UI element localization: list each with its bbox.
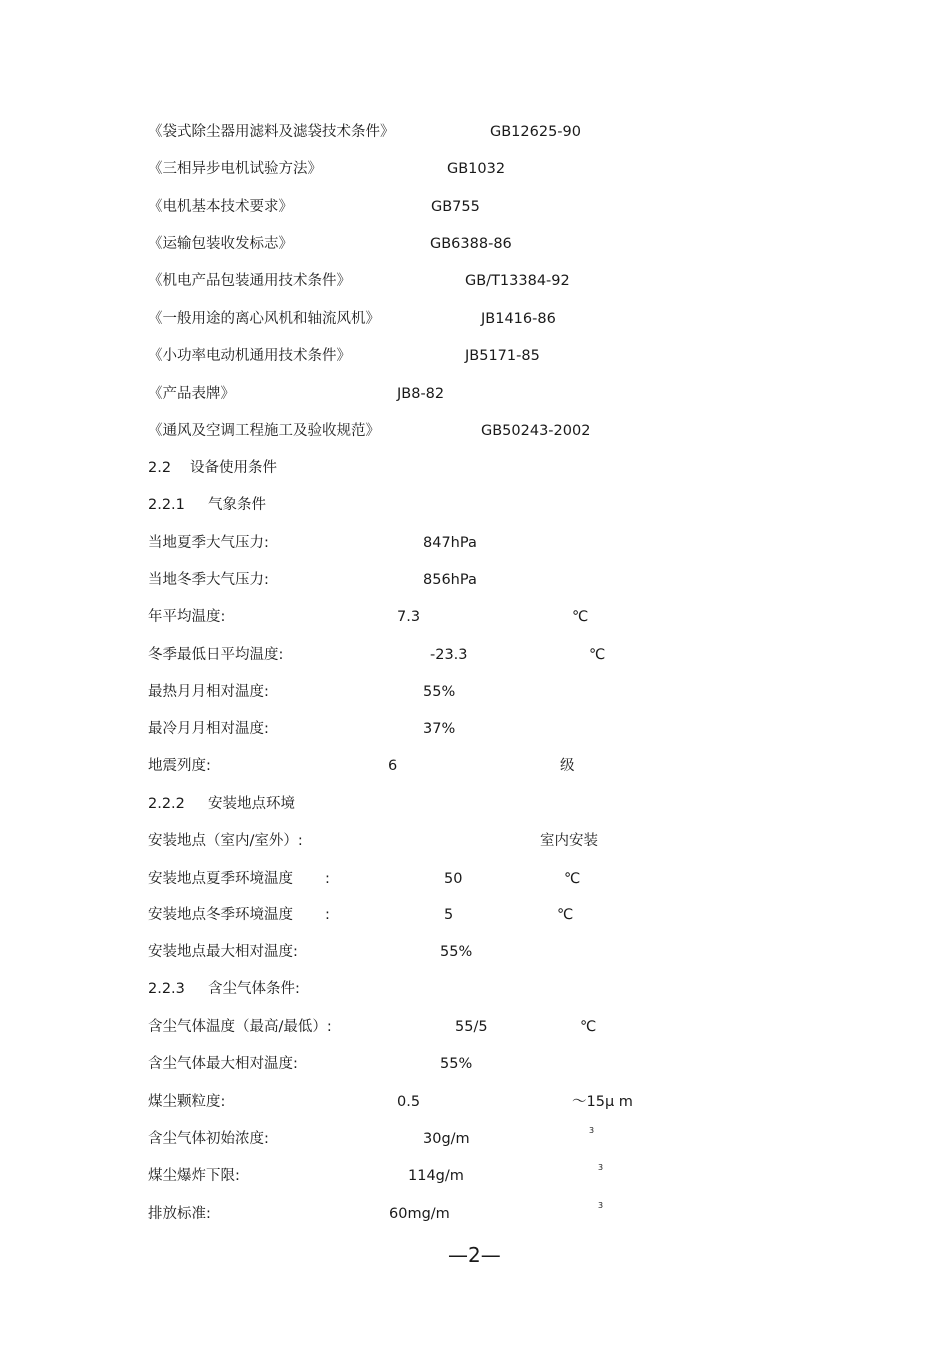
condition-label: 安装地点最大相对温度: <box>148 944 298 960</box>
condition-value: 50 <box>444 871 463 887</box>
condition-row <box>0 1054 950 1078</box>
standard-row <box>0 384 950 408</box>
standard-title: 《机电产品包装通用技术条件》 <box>148 273 351 289</box>
condition-colon: : <box>325 871 330 887</box>
condition-label: 含尘气体最大相对温度: <box>148 1056 298 1072</box>
standard-code: GB755 <box>431 199 480 215</box>
condition-row <box>0 1092 950 1116</box>
standard-row <box>0 122 950 146</box>
standard-row <box>0 159 950 183</box>
condition-row <box>0 1163 950 1190</box>
standard-title: 《三相异步电机试验方法》 <box>148 161 322 177</box>
condition-value: 55/5 <box>455 1019 488 1035</box>
condition-unit: ℃ <box>589 647 606 663</box>
superscript-exponent: 3 <box>589 1126 595 1135</box>
standard-row <box>0 421 950 445</box>
condition-value: 5 <box>444 907 454 923</box>
condition-value: -23.3 <box>430 647 468 663</box>
condition-value: 55% <box>440 1056 473 1072</box>
condition-label: 冬季最低日平均温度: <box>148 647 284 663</box>
condition-value: 114g/m <box>408 1168 464 1184</box>
condition-value: 30g/m <box>423 1131 470 1147</box>
standard-title: 《通风及空调工程施工及验收规范》 <box>148 423 380 439</box>
condition-row <box>0 942 950 966</box>
condition-label: 安装地点冬季环境温度 <box>148 907 293 923</box>
standard-code: GB/T13384-92 <box>465 273 570 289</box>
standard-code: GB50243-2002 <box>481 423 591 439</box>
page-number: —2— <box>448 1243 501 1267</box>
condition-row <box>0 1017 950 1041</box>
standard-title: 《袋式除尘器用滤料及滤袋技术条件》 <box>148 124 395 140</box>
standard-title: 《产品表牌》 <box>148 386 235 402</box>
section-title: 含尘气体条件: <box>208 981 300 997</box>
standard-code: JB5171-85 <box>465 348 540 364</box>
condition-label: 最热月月相对温度: <box>148 684 269 700</box>
condition-row <box>0 645 950 669</box>
condition-label: 年平均温度: <box>148 609 226 625</box>
section-heading <box>0 458 950 482</box>
condition-value: 6 <box>388 758 398 774</box>
section-number: 2.2 <box>148 460 172 476</box>
condition-label: 安装地点（室内/室外）: <box>148 833 303 849</box>
standard-title: 《电机基本技术要求》 <box>148 199 293 215</box>
condition-value: 55% <box>423 684 456 700</box>
condition-row <box>0 533 950 557</box>
standard-code: GB1032 <box>447 161 506 177</box>
condition-label: 煤尘爆炸下限: <box>148 1168 240 1184</box>
standard-title: 《小功率电动机通用技术条件》 <box>148 348 351 364</box>
condition-row <box>0 831 950 855</box>
standard-row <box>0 346 950 370</box>
condition-label: 安装地点夏季环境温度 <box>148 871 293 887</box>
subsection-heading <box>0 495 950 519</box>
condition-label: 含尘气体初始浓度: <box>148 1131 269 1147</box>
condition-row <box>0 869 950 893</box>
standard-code: JB8-82 <box>397 386 445 402</box>
condition-value: 856hPa <box>423 572 477 588</box>
condition-row <box>0 682 950 706</box>
condition-value: 847hPa <box>423 535 477 551</box>
condition-unit: ℃ <box>557 907 574 923</box>
subsection-heading <box>0 979 950 1003</box>
subsection-heading <box>0 794 950 818</box>
condition-value: 0.5 <box>397 1094 421 1110</box>
condition-unit: ℃ <box>572 609 589 625</box>
section-number: 2.2.1 <box>148 497 185 513</box>
section-title: 安装地点环境 <box>208 796 295 812</box>
standard-code: GB12625-90 <box>490 124 581 140</box>
condition-unit: 级 <box>560 758 575 774</box>
standard-row <box>0 309 950 333</box>
condition-value: 60mg/m <box>389 1206 450 1222</box>
condition-value: 室内安装 <box>540 833 598 849</box>
condition-row <box>0 756 950 780</box>
condition-row <box>0 719 950 743</box>
condition-value: 37% <box>423 721 456 737</box>
condition-row <box>0 905 950 929</box>
standard-row <box>0 197 950 221</box>
condition-unit: ℃ <box>564 871 581 887</box>
standard-title: 《一般用途的离心风机和轴流风机》 <box>148 311 380 327</box>
condition-row <box>0 607 950 631</box>
condition-label: 最冷月月相对温度: <box>148 721 269 737</box>
section-number: 2.2.2 <box>148 796 185 812</box>
page-footer <box>0 1243 950 1267</box>
section-title: 设备使用条件 <box>190 460 277 476</box>
condition-unit: ℃ <box>580 1019 597 1035</box>
condition-row <box>0 570 950 594</box>
condition-label: 含尘气体温度（最高/最低）: <box>148 1019 332 1035</box>
condition-row <box>0 1126 950 1153</box>
condition-row <box>0 1201 950 1228</box>
standard-row <box>0 234 950 258</box>
standard-code: GB6388-86 <box>430 236 512 252</box>
standard-code: JB1416-86 <box>481 311 556 327</box>
standard-title: 《运输包装收发标志》 <box>148 236 293 252</box>
condition-label: 地震列度: <box>148 758 211 774</box>
condition-value: 55% <box>440 944 473 960</box>
condition-label: 排放标准: <box>148 1206 211 1222</box>
standard-row <box>0 271 950 295</box>
condition-value: 7.3 <box>397 609 421 625</box>
condition-label: 煤尘颗粒度: <box>148 1094 226 1110</box>
section-number: 2.2.3 <box>148 981 185 997</box>
condition-colon: : <box>325 907 330 923</box>
condition-label: 当地夏季大气压力: <box>148 535 269 551</box>
condition-label: 当地冬季大气压力: <box>148 572 269 588</box>
superscript-exponent: 3 <box>598 1201 604 1210</box>
condition-unit: ～15μ m <box>572 1094 633 1110</box>
section-title: 气象条件 <box>208 497 266 513</box>
superscript-exponent: 3 <box>598 1163 604 1172</box>
